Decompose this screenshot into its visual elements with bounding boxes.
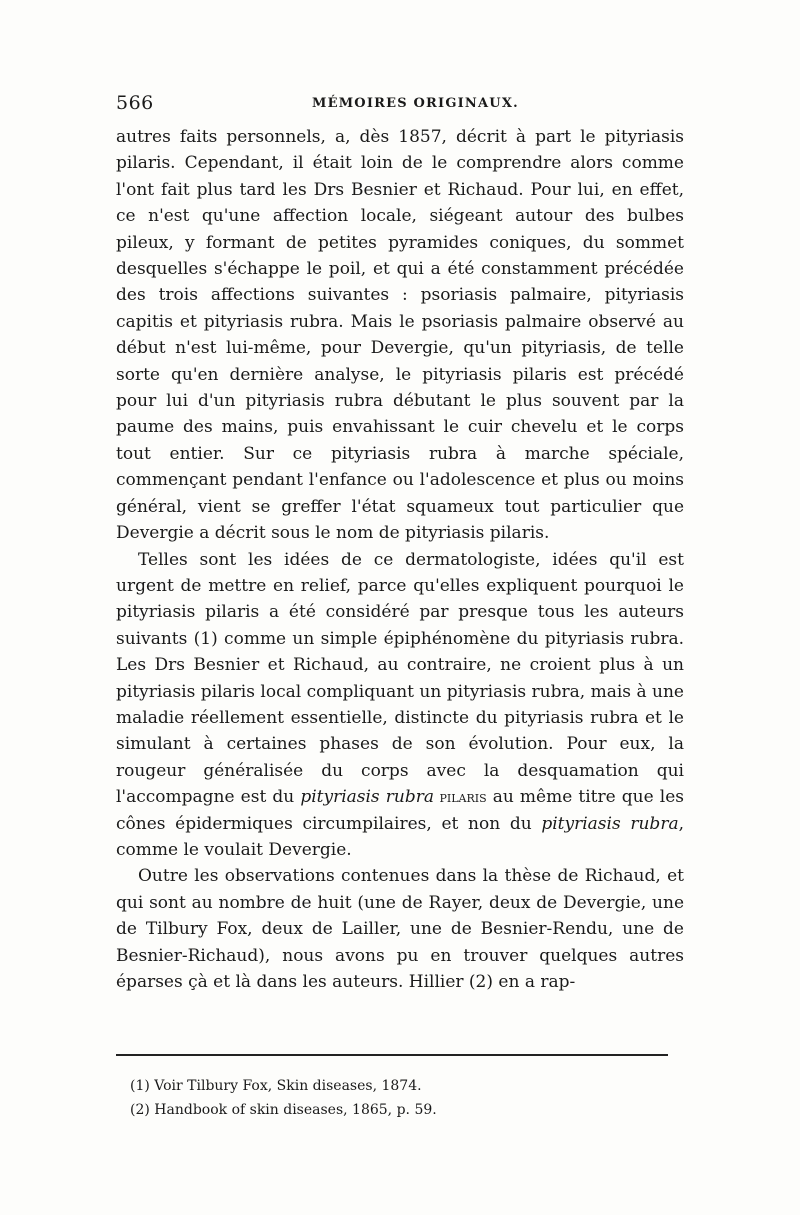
page-header — [116, 92, 681, 118]
smallcaps-term: pilaris — [433, 788, 487, 807]
paragraph-text: au même titre que les cônes épidermiques circumpilaires, et non du — [116, 787, 684, 834]
paragraph-continuation: autres faits personnels, a, dès 1857, décrit à part le pityriasis pilaris. Cependant, il était loin de le comprendre alors comme l'ont fait plus tard les Drs Besnier et Richaud. Pour lui, en effet, ce n'est qu'une affection locale, siégeant autour des bulbes pileux, y formant de petites pyramides coniques, du sommet desquelles s'échappe le poil, et qui a été constamment précédée des trois affections suivantes : psoriasis palmaire, pityriasis capitis et pityriasis rubra. Mais le psoriasis palmaire observé au début n'est lui-même, pour Devergie, qu'un pityriasis, de telle sorte qu'en dernière analyse, le pityriasis pilaris est précédé pour lui d'un pityriasis rubra débutant le plus souvent par la paume des mains, puis envahissant le cuir chevelu et le corps tout entier. Sur ce pityriasis rubra à marche spéciale, commençant pendant l'enfance ou l'adolescence et plus ou moins général, vient se greffer l'état squameux tout particulier que Devergie a décrit sous le nom de pityriasis pilaris. — [116, 127, 684, 544]
footnote-rule — [116, 1054, 668, 1056]
paragraph-devergie-ideas — [116, 547, 684, 864]
italic-term: pityriasis rubra — [300, 787, 434, 808]
paragraph-text: , comme le voulait Devergie. — [116, 813, 684, 860]
footnote-2: (2) Handbook of skin diseases, 1865, p. 59. — [130, 1102, 437, 1118]
running-head: MÉMOIRES ORIGINAUX. — [312, 96, 519, 111]
italic-term: pityriasis rubra — [541, 813, 679, 834]
paragraph-observations: Outre les observations contenues dans la thèse de Richaud, et qui sont au nombre de huit (une de Rayer, deux de Devergie, une de Tilbury Fox, deux de Lailler, une de Besnier-Rendu, une de Besnier-Richaud), nous avons pu en trouver quelques autres éparses çà et là dans les auteurs. Hillier (2) en a rap- — [116, 866, 684, 992]
body-text — [116, 124, 684, 995]
footnote-1: (1) Voir Tilbury Fox, Skin diseases, 1874. — [130, 1078, 422, 1094]
footnotes — [130, 1074, 670, 1122]
page-number: 566 — [116, 92, 154, 114]
paragraph-text: Telles sont les idées de ce dermatologiste, idées qu'il est urgent de mettre en relief, parce qu'elles expliquent pourquoi le pityriasis pilaris a été considéré par presque tous les auteurs suivants (1) comme un simple épiphénomène du pityriasis rubra. Les Drs Besnier et Richaud, au contraire, ne croient plus à un pityriasis pilaris local compliquant un pityriasis rubra, mais à une maladie réellement essentielle, distincte du pityriasis rubra et le simulant à certaines phases de son évolution. Pour eux, la rougeur généralisée du corps avec la desquamation qui l'accompagne est du — [116, 549, 684, 808]
